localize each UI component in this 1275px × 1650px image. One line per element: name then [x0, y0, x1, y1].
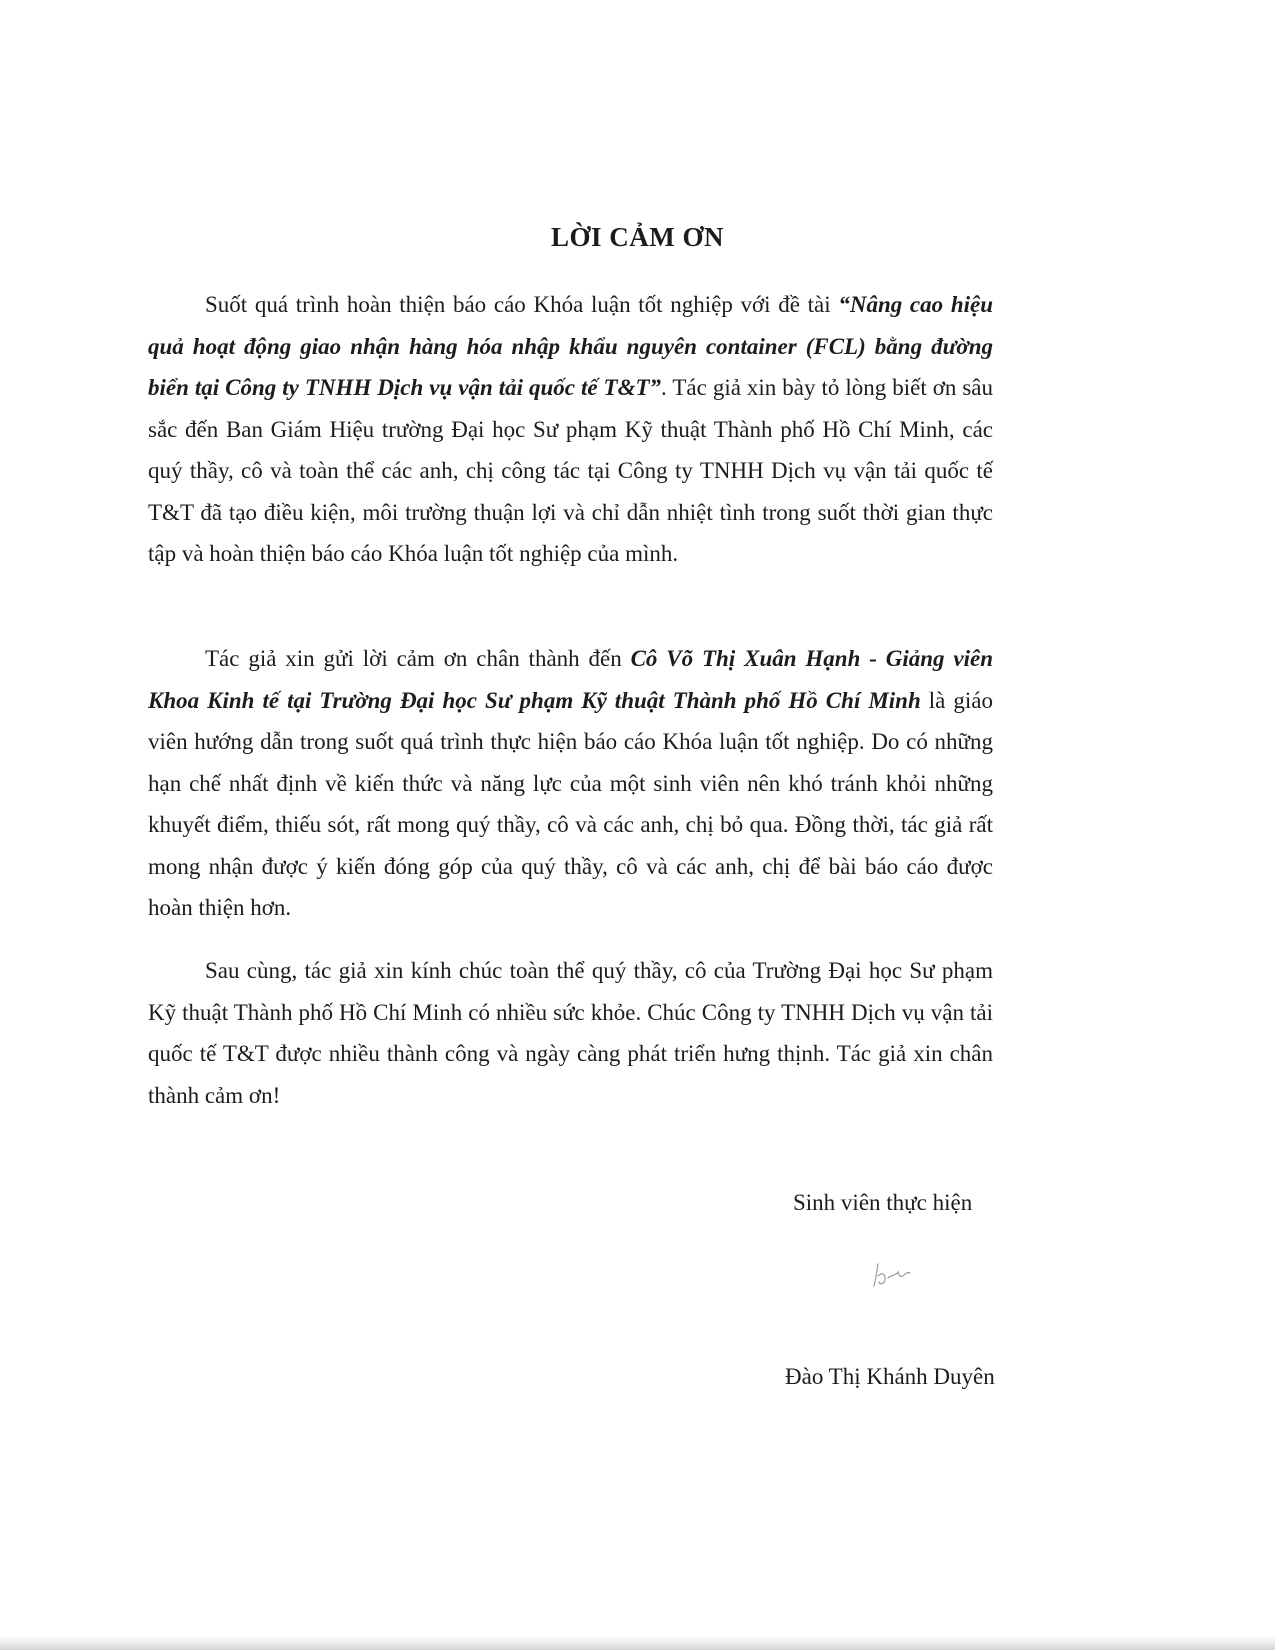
- page-title: LỜI CẢM ƠN: [551, 222, 724, 252]
- signature-label: Sinh viên thực hiện: [793, 1190, 973, 1215]
- advisor-name: Cô Võ Thị Xuân Hạnh - Giảng viên Khoa Kinh tế tại Trường Đại học Sư phạm Kỹ thuật Thành phố Hồ Chí Minh: [148, 646, 994, 713]
- paragraph-1-rest: . Tác giả xin bày tỏ lòng biết ơn sâu sắc đến Ban Giám Hiệu trường Đại học Sư phạm Kỹ thuật Thành phố Hồ Chí Minh, các quý thầy, cô và toàn thể các anh, chị công tác tại Công ty TNHH Dịch vụ vận tải quốc tế T&T đã tạo điều kiện, môi trường thuận lợi và chỉ dẫn nhiệt tình trong suốt thời gian thực tập và hoàn thiện báo cáo Khóa luận tốt nghiệp của mình.: [148, 375, 993, 566]
- paragraph-3: [148, 950, 993, 1116]
- paragraph-1-intro: Suốt quá trình hoàn thiện báo cáo Khóa luận tốt nghiệp với đề tài: [205, 292, 839, 317]
- paragraph-2: [148, 638, 993, 929]
- thesis-title: “Nâng cao hiệu quả hoạt động giao nhận hàng hóa nhập khẩu nguyên container (FCL) bằng đường biển tại Công ty TNHH Dịch vụ vận tải quốc tế T&T”: [148, 292, 993, 400]
- paragraph-2-rest: là giáo viên hướng dẫn trong suốt quá trình thực hiện báo cáo Khóa luận tốt nghiệp. Do có những hạn chế nhất định về kiến thức và năng lực của một sinh viên nên khó tránh khỏi những khuyết điểm, thiếu sót, rất mong quý thầy, cô và các anh, chị bỏ qua. Đồng thời, tác giả rất mong nhận được ý kiến đóng góp của quý thầy, cô và các anh, chị để bài báo cáo được hoàn thiện hơn.: [148, 687, 994, 920]
- handwritten-signature: [868, 1258, 916, 1292]
- author-name: Đào Thị Khánh Duyên: [785, 1364, 995, 1389]
- paragraph-1: [148, 284, 993, 575]
- paragraph-2-intro: Tác giả xin gửi lời cảm ơn chân thành đến: [205, 646, 631, 671]
- paragraph-3-text: Sau cùng, tác giả xin kính chúc toàn thể quý thầy, cô của Trường Đại học Sư phạm Kỹ thuật Thành phố Hồ Chí Minh có nhiều sức khỏe. Chúc Công ty TNHH Dịch vụ vận tải quốc tế T&T được nhiều thành công và ngày càng phát triển hưng thịnh. Tác giả xin chân thành cảm ơn!: [148, 958, 993, 1108]
- scan-edge-shadow: [0, 1636, 1275, 1650]
